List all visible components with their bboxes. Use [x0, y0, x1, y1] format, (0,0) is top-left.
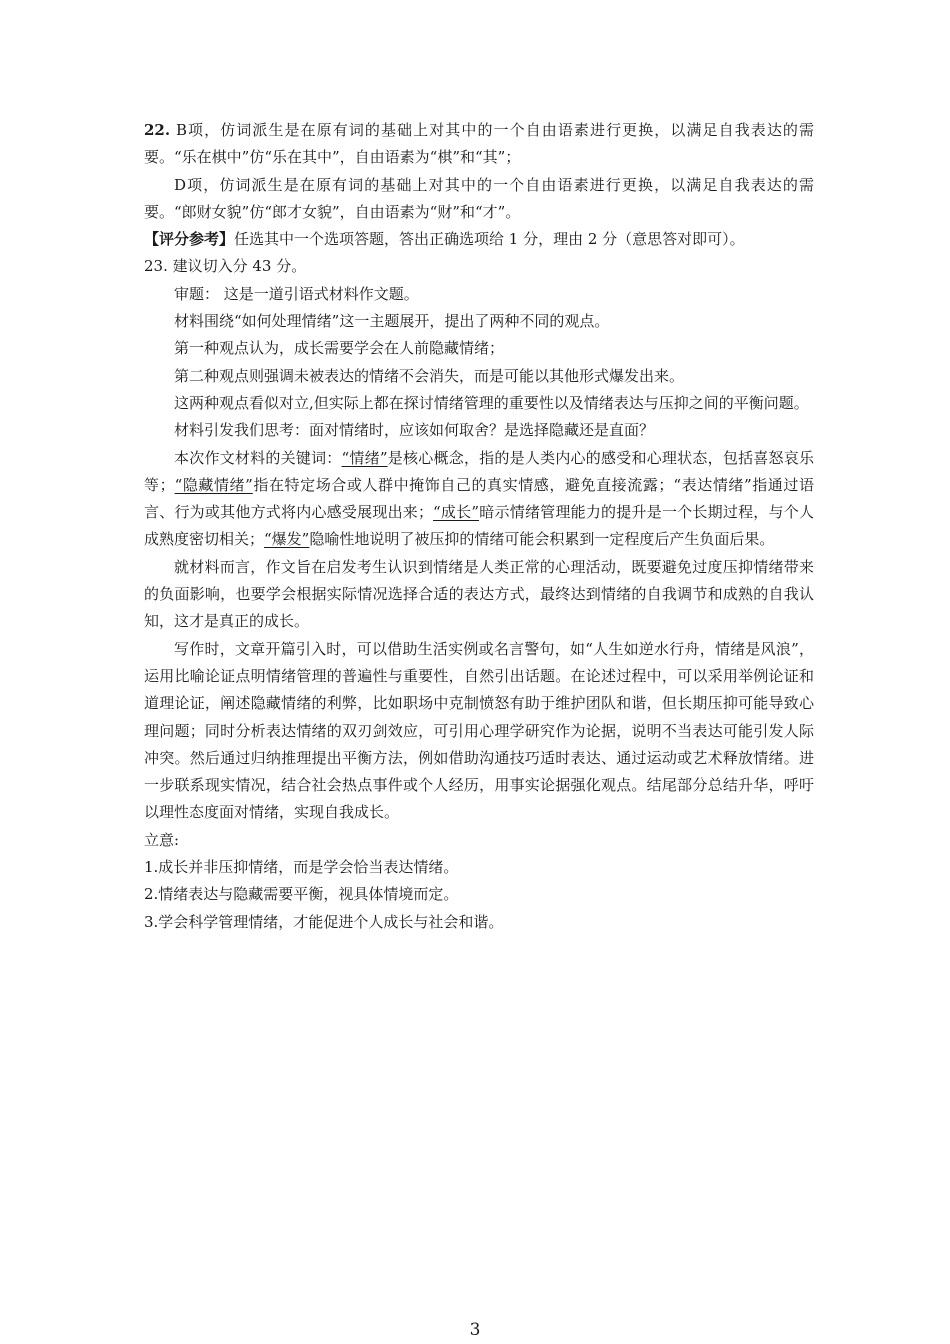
q23-line: 第二种观点则强调未被表达的情绪不会消失，而是可能以其他形式爆发出来。 — [174, 366, 685, 385]
q23-heading: 23. 建议切入分 43 分。 — [144, 257, 307, 276]
q23-line: 第一种观点认为，成长需要学会在人前隐藏情绪； — [174, 339, 505, 358]
keyword-term: “隐藏情绪” — [174, 475, 253, 494]
page-content — [144, 117, 814, 936]
keywords-intro: 本次作文材料的关键词： — [174, 448, 342, 467]
keyword-term: “成长” — [433, 503, 480, 522]
lizi-label: 立意: — [144, 830, 180, 849]
q23-line: 材料引发我们思考：面对情绪时，应该如何取舍？是选择隐藏还是直面？ — [174, 421, 655, 440]
intent-paragraph: 就材料而言，作文旨在启发考生认识到情绪是人类正常的心理活动，既要避免过度压抑情绪带来的负面影响，也要学会根据实际情况选择合适的表达方式，最终达到情绪的自我调节和成熟的自我认知，这才是真正的成长。 — [144, 557, 814, 631]
idea-item: 2.情绪表达与隐藏需要平衡，视具体情境而定。 — [144, 885, 459, 904]
idea-item: 3.学会科学管理情绪，才能促进个人成长与社会和谐。 — [144, 912, 504, 931]
q23-line: 这两种观点看似对立,但实际上都在探讨情绪管理的重要性以及情绪表达与压抑之间的平衡问题。 — [174, 393, 809, 412]
q22-b-paragraph — [144, 117, 814, 172]
page-number: 3 — [469, 1320, 481, 1340]
keyword-desc: 暗示情绪管理能力的提升是一个长期过程，与个人成熟度密切相关； — [144, 503, 814, 549]
writing-guidance-paragraph: 写作时，文章开篇引入时，可以借助生活实例或名言警句，如“人生如逆水行舟，情绪是风浪”，运用比喻论证点明情绪管理的普遍性与重要性，自然引出话题。在论述过程中，可以采用举例论证和道理论证，阐述隐藏情绪的利弊，比如职场中克制愤怒有助于维护团队和谐，但长期压抑可能导致心理问题；同时分析表达情绪的双刃剑效应，可引用心理学研究作为论据，说明不当表达可能引发人际冲突。然后通过归纳推理提出平衡方法，例如借助沟通技巧适时表达、通过运动或艺术释放情绪。进一步联系现实情况，结合社会热点事件或个人经历，用事实论据强化观点。结尾部分总结升华，呼吁以理性态度面对情绪，实现自我成长。 — [144, 639, 814, 822]
scoring-text: 任选其中一个选项答题，答出正确选项给 1 分，理由 2 分（意思答对即可）。 — [234, 230, 745, 249]
q23-line: 审题： 这是一道引语式材料作文题。 — [174, 284, 419, 303]
keyword-term: “表达情绪” — [673, 475, 752, 494]
idea-item: 1.成长并非压抑情绪，而是学会恰当表达情绪。 — [144, 858, 459, 877]
keyword-desc: 指通过语言、行为或其他方式将内心感受展现出来； — [144, 475, 814, 522]
q22-d-paragraph: D项，仿词派生是在原有词的基础上对其中的一个自由语素进行更换，以满足自我表达的需要。“郎财女貌”仿“郎才女貌”，自由语素为“财”和“才”。 — [144, 175, 814, 221]
keywords-paragraph — [144, 445, 814, 554]
q23-line: 材料围绕“如何处理情绪”这一主题展开，提出了两种不同的观点。 — [174, 312, 610, 331]
keyword-term: “情绪” — [341, 448, 388, 467]
keyword-desc: 隐喻性地说明了被压抑的情绪可能会积累到一定程度后产生负面后果。 — [309, 530, 775, 549]
scoring-label: 【评分参考】 — [144, 230, 235, 249]
keyword-desc: 指在特定场合或人群中掩饰自己的真实情感，避免直接流露； — [252, 475, 674, 494]
keyword-term: “爆发” — [264, 530, 310, 549]
q22-scoring-paragraph — [144, 226, 814, 253]
q22-b-text: B项，仿词派生是在原有词的基础上对其中的一个自由语素进行更换，以满足自我表达的需要。“乐在棋中”仿“乐在其中”，自由语素为“棋”和“其”； — [144, 121, 814, 167]
q22-number: 22. — [144, 121, 171, 139]
keyword-desc: 是核心概念，指的是人类内心的感受和心理状态，包括喜怒哀乐等； — [144, 448, 814, 494]
